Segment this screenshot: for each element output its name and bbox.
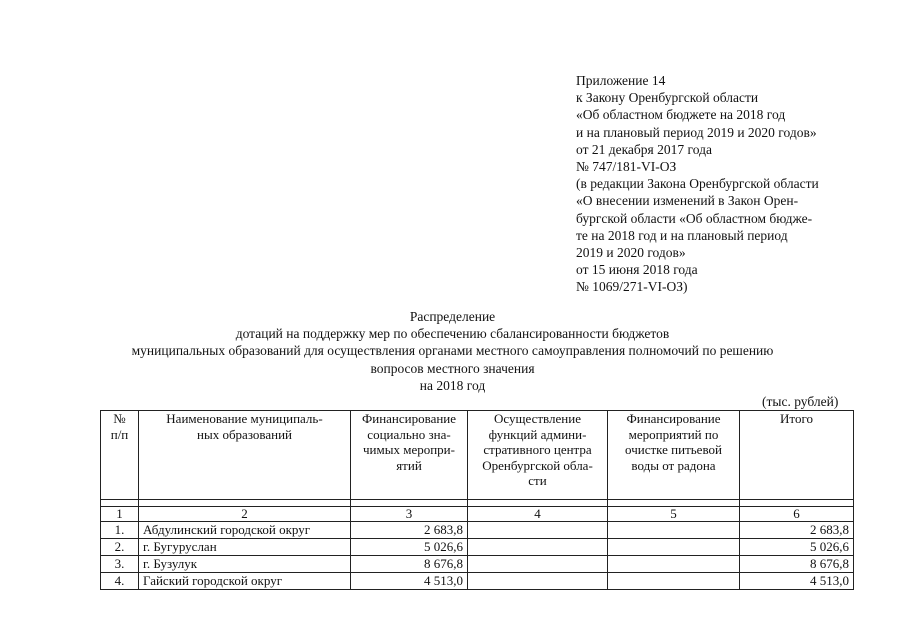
radon-water-value [608, 522, 740, 539]
header-admin-center: Осуществление функций админи- стративного центра Оренбургской обла- сти [468, 411, 608, 500]
radon-water-value [608, 539, 740, 556]
header-social-funding: Финансирование социально зна- чимых меропри- ятий [351, 411, 468, 500]
column-number: 2 [139, 507, 351, 522]
appendix-line: № 1069/271-VI-ОЗ) [576, 279, 688, 295]
title-line: на 2018 год [419, 377, 486, 393]
appendix-line: к Закону Оренбургской области [576, 90, 759, 106]
radon-water-value [608, 556, 740, 573]
table-spacer-row [101, 500, 854, 507]
header-number: № п/п [101, 411, 139, 500]
municipality-name: г. Бузулук [139, 556, 351, 573]
admin-center-value [468, 522, 608, 539]
appendix-header [576, 72, 819, 296]
header-total: Итого [740, 411, 854, 500]
row-number: 2. [101, 539, 139, 556]
column-number: 6 [740, 507, 854, 522]
column-number: 1 [101, 507, 139, 522]
social-funding-value: 8 676,8 [351, 556, 468, 573]
column-number-row [101, 507, 854, 522]
units-label: (тыс. рублей) [762, 394, 839, 409]
row-number: 1. [101, 522, 139, 539]
document-title [0, 308, 905, 394]
appendix-line: (в редакции Закона Оренбургской области [576, 176, 819, 192]
column-number: 5 [608, 507, 740, 522]
social-funding-value: 4 513,0 [351, 573, 468, 590]
appendix-line: 2019 и 2020 годов» [576, 245, 686, 261]
table-row [101, 539, 854, 556]
appendix-line: те на 2018 год и на плановый период [576, 227, 788, 243]
total-value: 8 676,8 [740, 556, 854, 573]
municipality-name: Гайский городской округ [139, 573, 351, 590]
title-line: вопросов местного значения [370, 360, 535, 376]
total-value: 5 026,6 [740, 539, 854, 556]
column-number: 3 [351, 507, 468, 522]
header-municipality: Наименование муниципаль- ных образований [139, 411, 351, 500]
table-row [101, 573, 854, 590]
municipality-name: г. Бугуруслан [139, 539, 351, 556]
appendix-line: и на плановый период 2019 и 2020 годов» [576, 124, 817, 140]
admin-center-value [468, 556, 608, 573]
table-row [101, 522, 854, 539]
table-row [101, 556, 854, 573]
total-value: 4 513,0 [740, 573, 854, 590]
appendix-line: Приложение 14 [576, 73, 666, 88]
appendix-line: «Об областном бюджете на 2018 год [576, 107, 786, 123]
appendix-line: бургской области «Об областном бюдже- [576, 210, 813, 226]
row-number: 4. [101, 573, 139, 590]
title-line: дотаций на поддержку мер по обеспечению сбалансированности бюджетов [235, 326, 670, 342]
social-funding-value: 5 026,6 [351, 539, 468, 556]
admin-center-value [468, 573, 608, 590]
title-line: Распределение [409, 309, 496, 324]
appendix-line: № 747/181-VI-ОЗ [576, 159, 677, 175]
admin-center-value [468, 539, 608, 556]
row-number: 3. [101, 556, 139, 573]
table-header-row [101, 411, 854, 500]
appendix-line: от 21 декабря 2017 года [576, 141, 712, 157]
subsidy-table [100, 410, 854, 590]
social-funding-value: 2 683,8 [351, 522, 468, 539]
total-value: 2 683,8 [740, 522, 854, 539]
appendix-line: от 15 июня 2018 года [576, 262, 698, 278]
radon-water-value [608, 573, 740, 590]
municipality-name: Абдулинский городской округ [139, 522, 351, 539]
appendix-line: «О внесении изменений в Закон Орен- [576, 193, 799, 209]
column-number: 4 [468, 507, 608, 522]
header-radon-water: Финансирование мероприятий по очистке питьевой воды от радона [608, 411, 740, 500]
title-line: муниципальных образований для осуществления органами местного самоуправления полномочий по решению [131, 343, 774, 359]
